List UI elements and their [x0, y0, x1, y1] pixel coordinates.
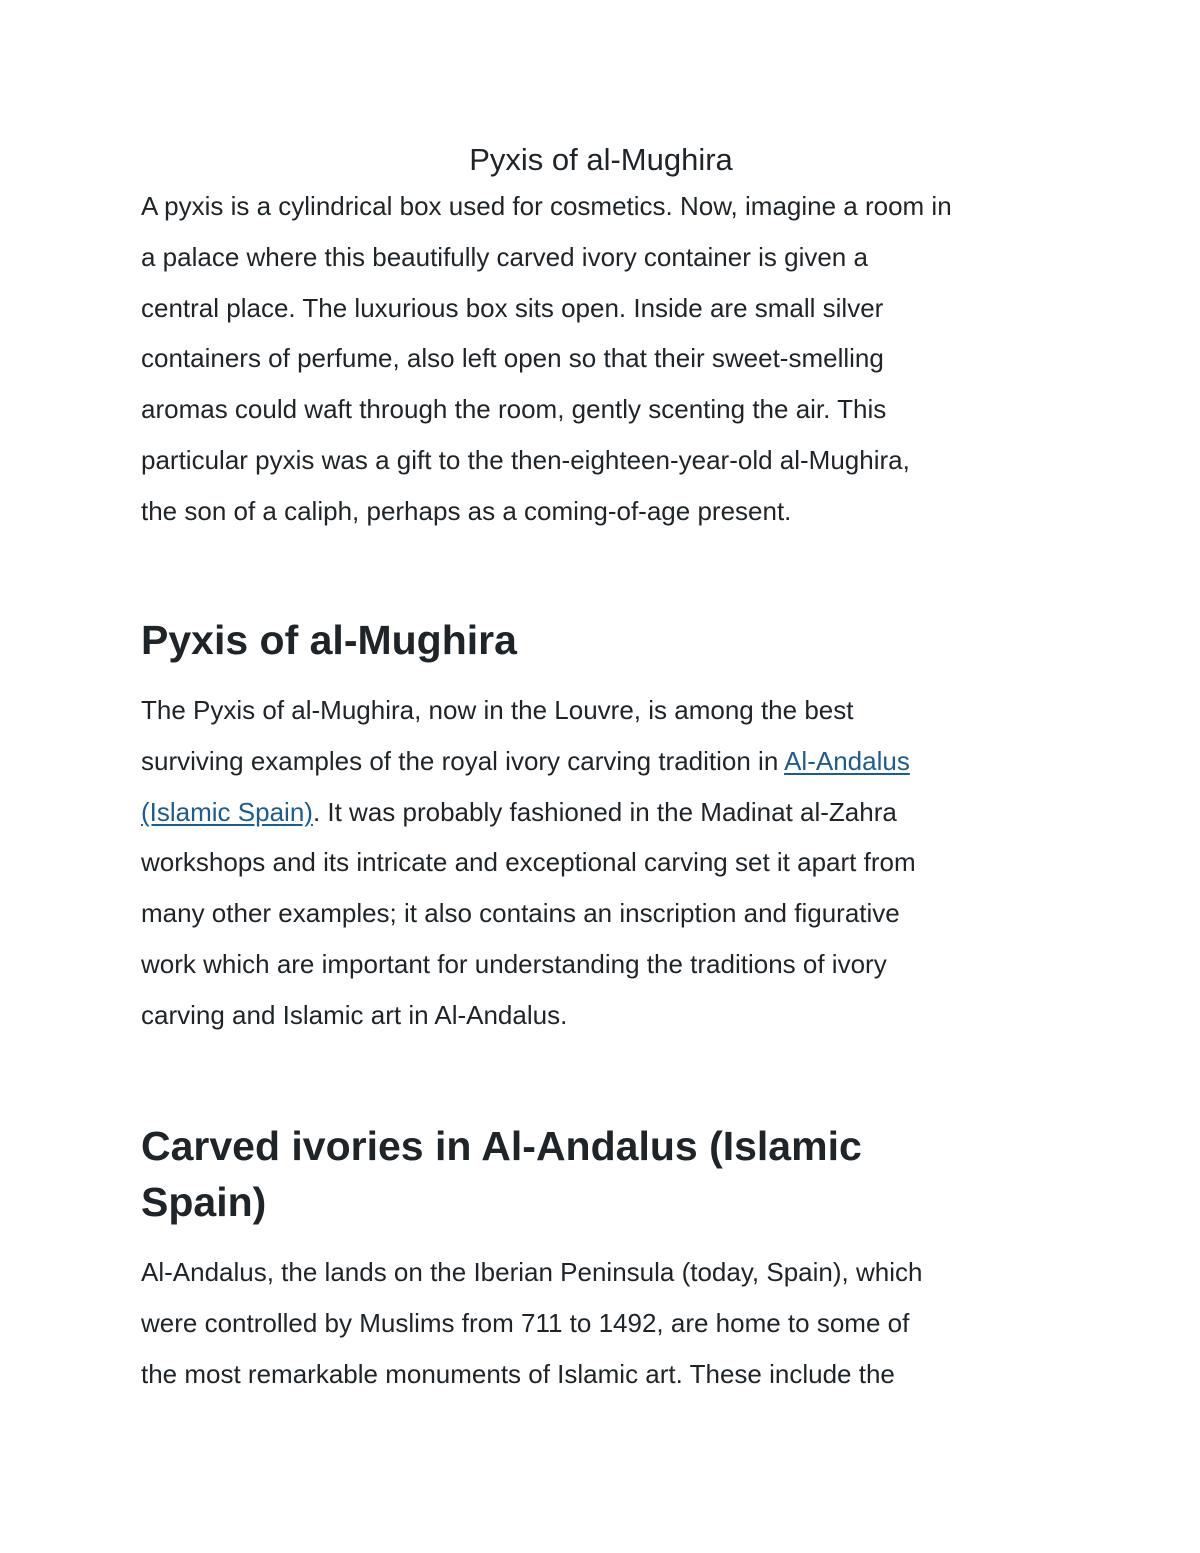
- section-heading-pyxis: Pyxis of al-Mughira: [141, 617, 517, 663]
- intro-line: aromas could waft through the room, gently scenting the air. This: [141, 394, 887, 425]
- section-heading-carved-ivories: [141, 1118, 1071, 1230]
- intro-line: A pyxis is a cylindrical box used for cosmetics. Now, imagine a room in: [141, 191, 952, 221]
- paragraph-line: the most remarkable monuments of Islamic art. These include the: [141, 1358, 895, 1389]
- intro-line: particular pyxis was a gift to the then-eighteen-year-old al-Mughira,: [141, 444, 910, 475]
- intro-line: containers of perfume, also left open so that their sweet-smelling: [141, 343, 884, 374]
- intro-paragraph: [141, 181, 1071, 537]
- paragraph-line: . It was probably fashioned in the Madinat al-Zahra: [312, 796, 897, 827]
- paragraph-line: work which are important for understanding the traditions of ivory: [141, 948, 887, 979]
- link-text: Al-Andalus: [784, 745, 910, 776]
- paragraph-line: many other examples; it also contains an inscription and figurative: [141, 898, 900, 929]
- document-title: Pyxis of al-Mughira: [469, 142, 733, 177]
- paragraph-line: surviving examples of the royal ivory carving tradition in: [141, 745, 785, 776]
- intro-line: a palace where this beautifully carved ivory container is given a: [141, 241, 868, 272]
- paragraph-line: workshops and its intricate and exceptional carving set it apart from: [141, 847, 916, 878]
- paragraph-line: Al-Andalus, the lands on the Iberian Peninsula (today, Spain), which: [141, 1257, 923, 1287]
- louvre-paragraph: [141, 685, 1071, 1041]
- al-andalus-paragraph: [141, 1247, 1071, 1399]
- paragraph-line: were controlled by Muslims from 711 to 1492, are home to some of: [141, 1307, 910, 1338]
- heading-line: Carved ivories in Al-Andalus (Islamic: [141, 1123, 862, 1169]
- intro-line: the son of a caliph, perhaps as a coming-of-age present.: [141, 495, 792, 526]
- heading-line: Spain): [141, 1179, 267, 1225]
- link-text: (Islamic Spain): [141, 796, 313, 827]
- intro-line: central place. The luxurious box sits open. Inside are small silver: [141, 292, 884, 323]
- paragraph-line: carving and Islamic art in Al-Andalus.: [141, 999, 568, 1030]
- paragraph-line: The Pyxis of al-Mughira, now in the Louvre, is among the best: [141, 695, 854, 725]
